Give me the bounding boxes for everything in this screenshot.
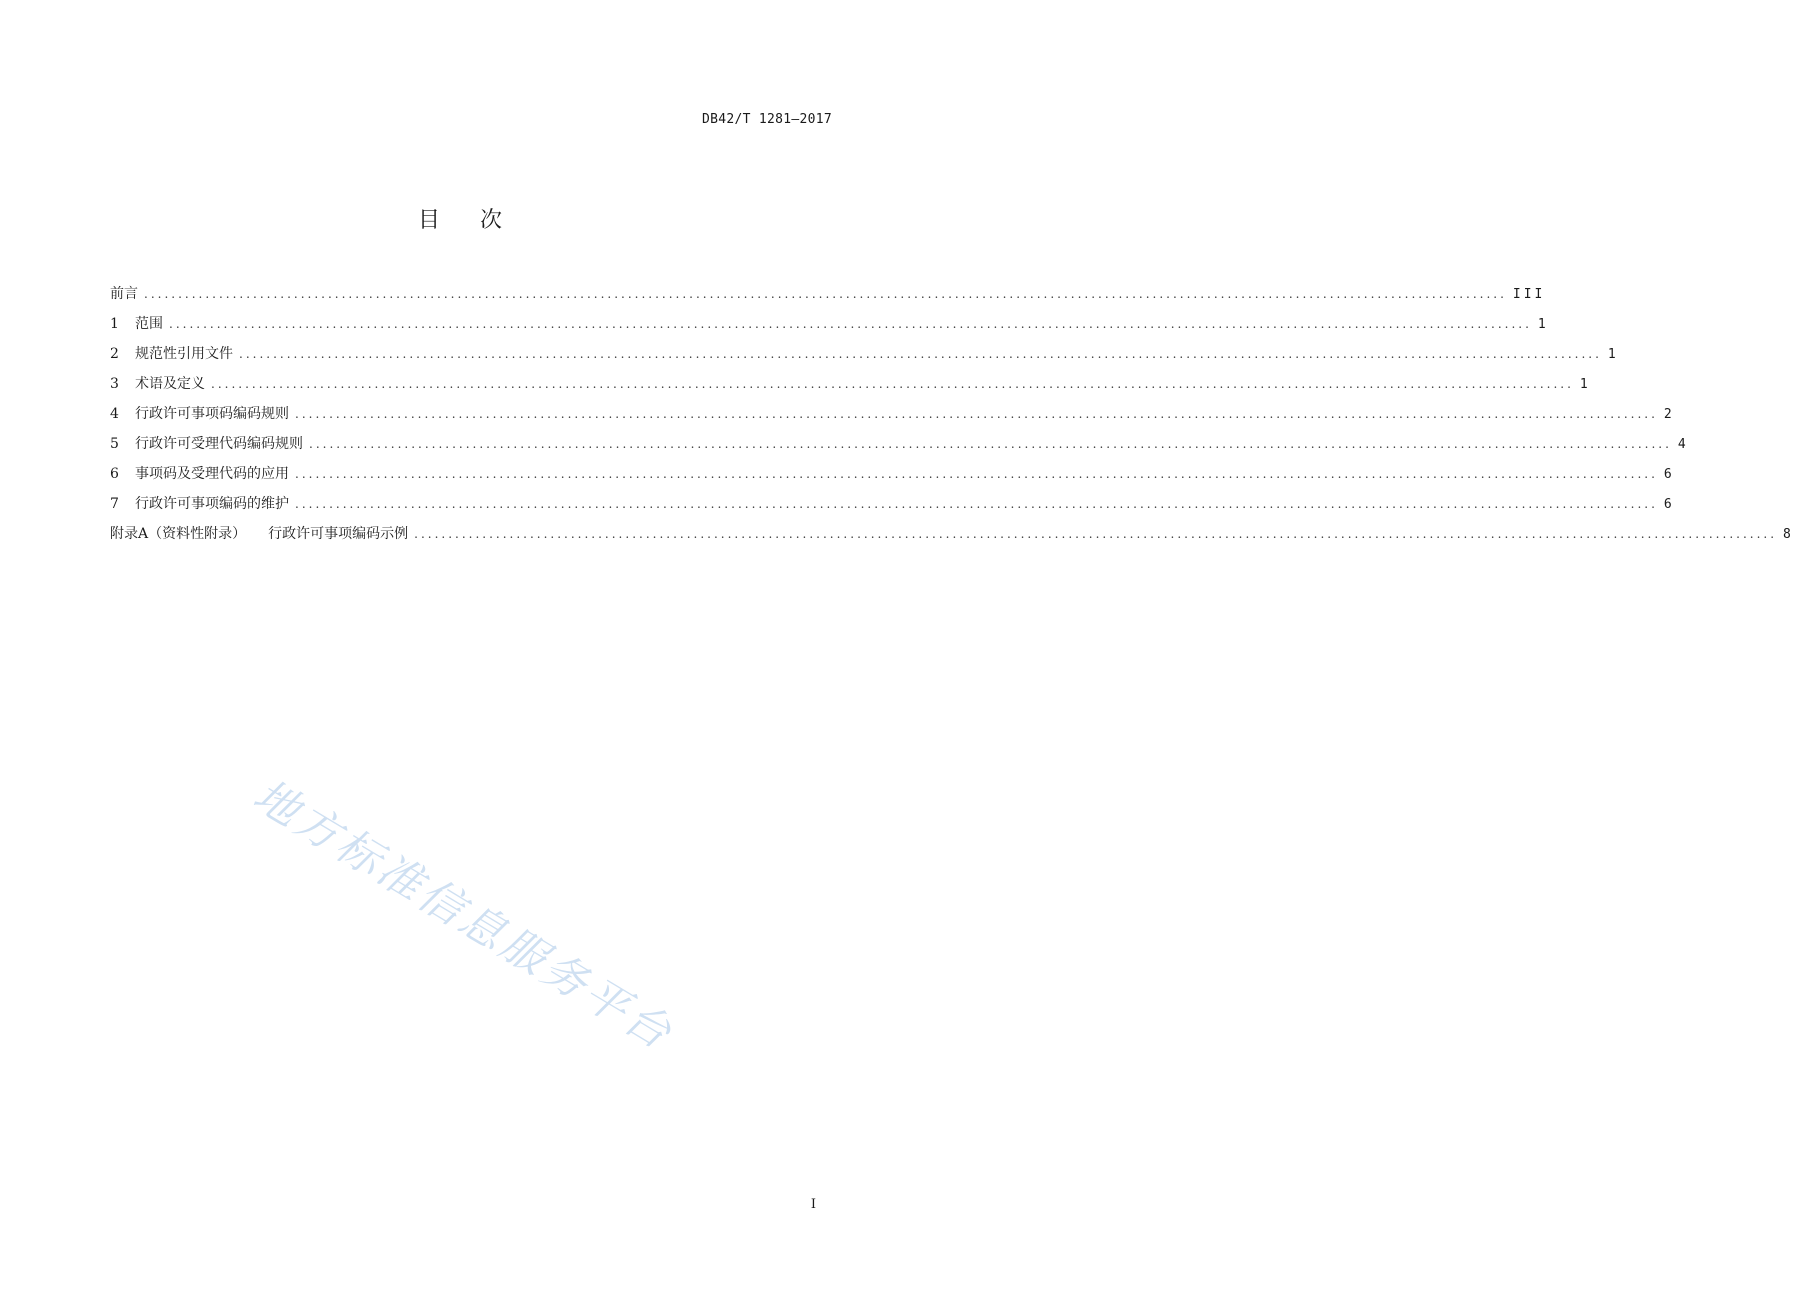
toc-entry-number: 6: [110, 466, 119, 482]
toc-entry-label: 事项码及受理代码的应用: [135, 466, 289, 482]
toc-entry-1[interactable]: [110, 309, 1549, 339]
toc-leader-dots: ........................................................................................................................................................................................................: [295, 467, 1658, 481]
toc-entry-page: 2: [1663, 407, 1675, 422]
toc-entry-page: 6: [1663, 467, 1675, 482]
toc-leader-dots: ........................................................................................................................................................................................................: [239, 347, 1602, 361]
toc-entry-label: 范围: [135, 316, 163, 332]
toc-entry-6[interactable]: [110, 459, 1675, 489]
page-title: 目次: [417, 208, 542, 233]
toc-entry-page: 1: [1537, 317, 1549, 332]
toc-leader-dots: ........................................................................................................................................................................................................: [169, 317, 1532, 331]
toc-leader-dots: ........................................................................................................................................................................................................: [295, 407, 1658, 421]
toc-entry-number: 3: [110, 376, 119, 392]
toc-entry-number: 7: [110, 496, 119, 512]
toc-leader-dots: ........................................................................................................................................................................................................: [211, 377, 1574, 391]
toc-entry-label: 前言: [110, 286, 138, 302]
toc-entry-foreword[interactable]: [110, 279, 1546, 309]
toc-entry-label: 行政许可事项编码的维护: [135, 496, 289, 512]
toc-entry-3[interactable]: [110, 369, 1591, 399]
watermark-text: 地方标准信息服务平台: [244, 769, 683, 1061]
toc-entry-number: 5: [110, 436, 119, 452]
toc-entry-number: 1: [110, 316, 119, 332]
toc-leader-dots: ........................................................................................................................................................................................................: [414, 527, 1778, 541]
toc-entry-label: 规范性引用文件: [135, 346, 233, 362]
toc-leader-dots: ........................................................................................................................................................................................................: [144, 287, 1507, 301]
toc-entry-label: 附录A（资料性附录）: [110, 526, 247, 542]
toc-entry-appendix-a[interactable]: [110, 519, 1794, 549]
toc-entry-4[interactable]: [110, 399, 1675, 429]
toc-entry-page: 8: [1783, 527, 1794, 542]
toc-entry-page: 1: [1579, 377, 1591, 392]
toc-entry-number: 2: [110, 346, 119, 362]
page-number: I: [810, 1197, 816, 1212]
toc-entry-7[interactable]: [110, 489, 1675, 519]
toc-entry-label: 行政许可受理代码编码规则: [135, 436, 303, 452]
toc-entry-page: III: [1512, 287, 1546, 302]
document-code: DB42/T 1281—2017: [701, 112, 832, 127]
table-of-contents: [110, 279, 1794, 549]
toc-entry-5[interactable]: [110, 429, 1689, 459]
toc-entry-label: 术语及定义: [135, 376, 205, 392]
toc-leader-dots: ........................................................................................................................................................................................................: [309, 437, 1672, 451]
toc-entry-label: 行政许可事项码编码规则: [135, 406, 289, 422]
toc-entry-2[interactable]: [110, 339, 1619, 369]
toc-leader-dots: ........................................................................................................................................................................................................: [295, 497, 1658, 511]
toc-entry-subtitle: 行政许可事项编码示例: [268, 526, 409, 542]
toc-entry-page: 1: [1607, 347, 1619, 362]
toc-entry-page: 4: [1677, 437, 1689, 452]
toc-entry-page: 6: [1663, 497, 1675, 512]
toc-entry-number: 4: [110, 406, 119, 422]
